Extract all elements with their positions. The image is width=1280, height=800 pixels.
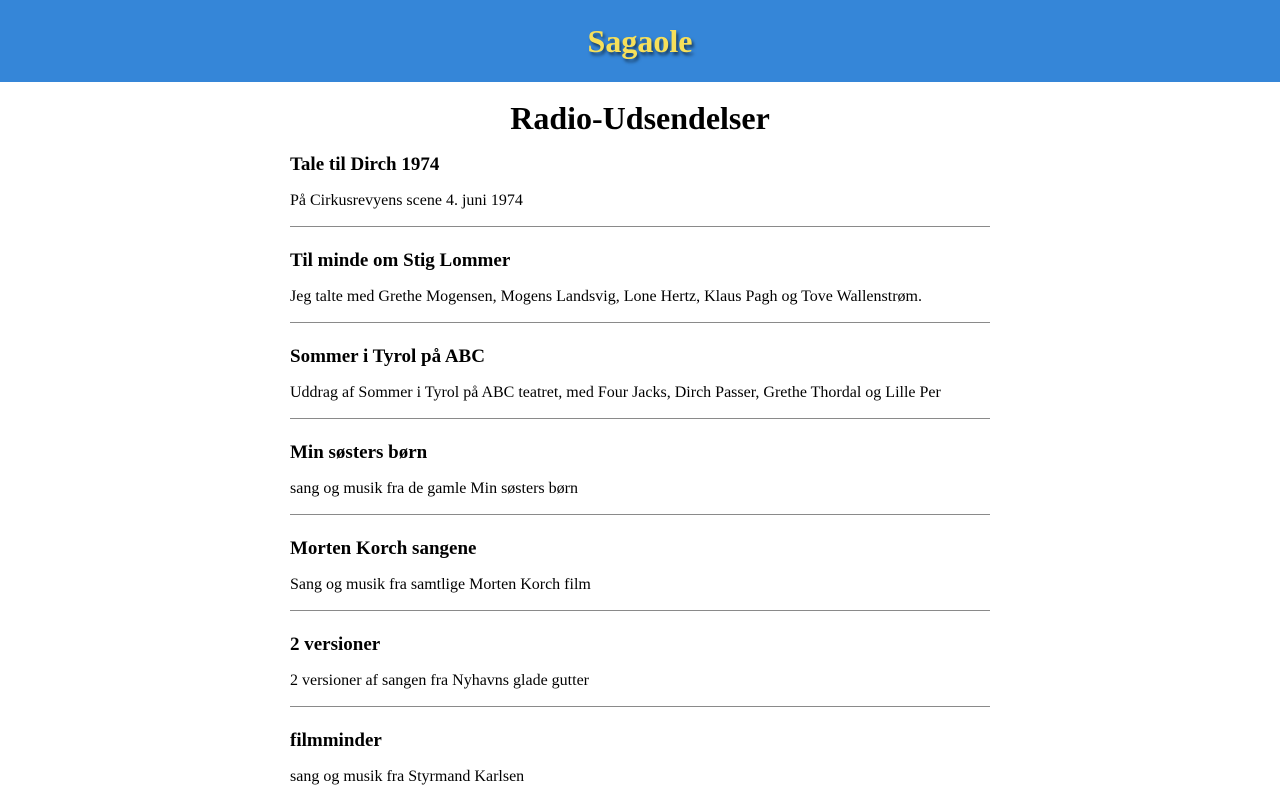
entry-title[interactable]: Morten Korch sangene (290, 538, 477, 559)
entry-title[interactable]: Min søsters børn (290, 442, 428, 463)
entry-title[interactable]: Til minde om Stig Lommer (290, 250, 511, 271)
list-item (290, 611, 990, 707)
list-item (290, 419, 990, 515)
entry-description: Sang og musik fra samtlige Morten Korch film (290, 576, 591, 593)
entry-description: Uddrag af Sommer i Tyrol på ABC teatret, med Four Jacks, Dirch Passer, Grethe Thordal og Lille Per (290, 384, 941, 401)
entry-title[interactable]: filmminder (290, 730, 382, 751)
site-header (0, 0, 1280, 82)
list-item (290, 227, 990, 323)
entry-title[interactable]: 2 versioner (290, 634, 381, 655)
entry-description: sang og musik fra de gamle Min søsters børn (290, 480, 578, 497)
entry-description: sang og musik fra Styrmand Karlsen (290, 768, 525, 785)
entry-title[interactable]: Tale til Dirch 1974 (290, 154, 440, 175)
site-title[interactable]: Sagaole (587, 23, 693, 59)
entry-description: På Cirkusrevyens scene 4. juni 1974 (290, 192, 523, 209)
page-title: Radio-Udsendelser (510, 100, 770, 136)
list-item (290, 154, 990, 227)
list-item (290, 515, 990, 611)
entry-title[interactable]: Sommer i Tyrol på ABC (290, 346, 485, 367)
entry-description: Jeg talte med Grethe Mogensen, Mogens Landsvig, Lone Hertz, Klaus Pagh og Tove Wallenstrøm. (290, 288, 922, 305)
entry-description: 2 versioner af sangen fra Nyhavns glade gutter (290, 672, 589, 689)
broadcast-list (290, 154, 990, 786)
main-content (290, 82, 990, 786)
list-item (290, 707, 990, 786)
list-item (290, 323, 990, 419)
